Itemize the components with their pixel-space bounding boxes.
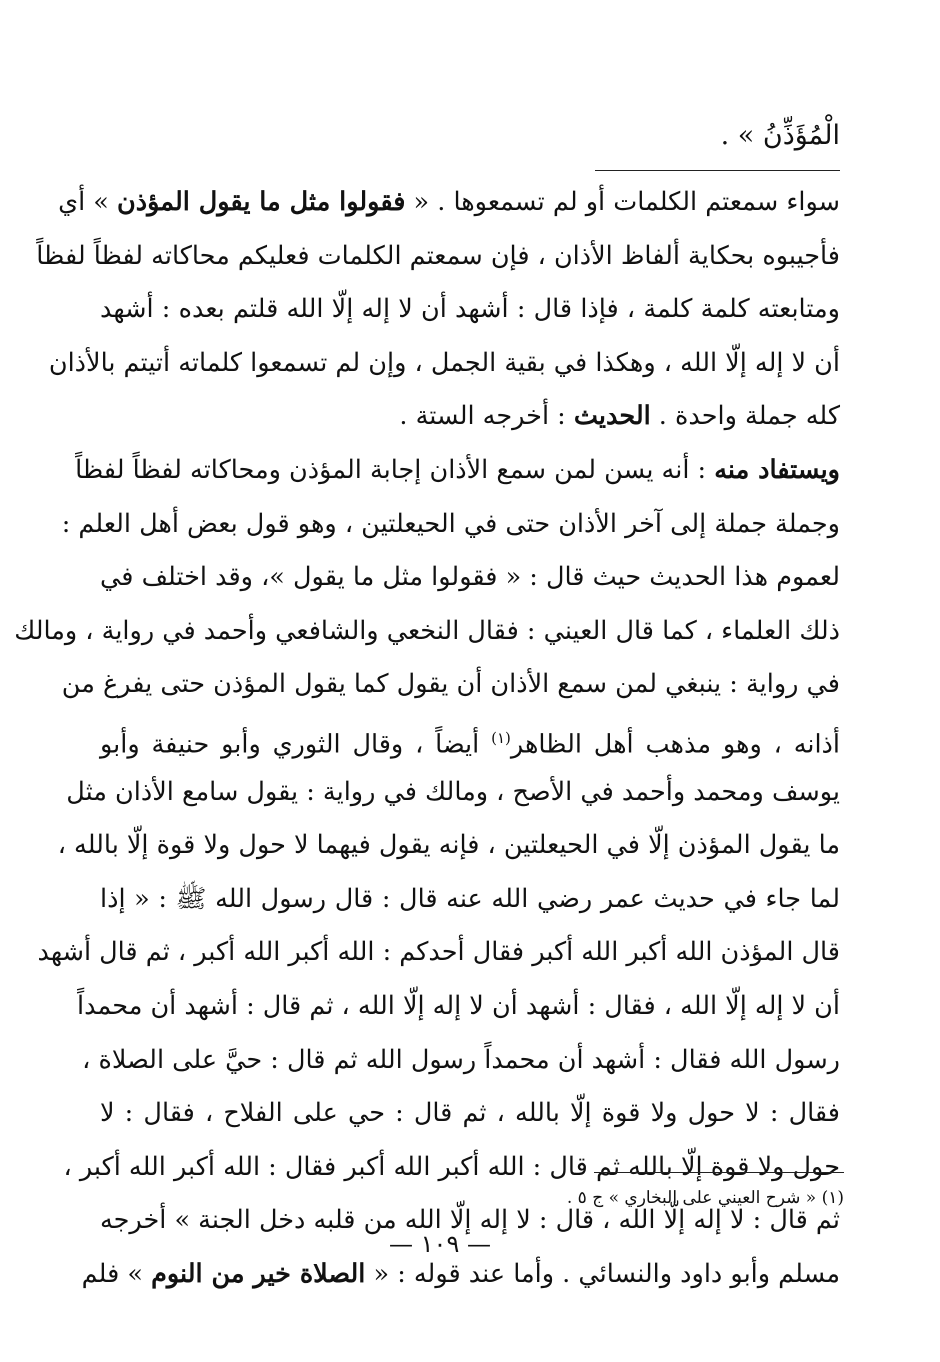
text-segment: لعموم هذا الحديث حيث قال : « فقولوا مثل ما يقول »، وقد اختلف في <box>100 562 840 593</box>
text-line <box>100 1087 840 1141</box>
text-line <box>58 176 840 230</box>
header-rule <box>595 170 840 171</box>
text-segment: حول ولا قوة إلّا بالله ثم قال : الله أكبر الله أكبر فقال : الله أكبر الله أكبر ، <box>63 1151 840 1182</box>
text-segment: رسول الله فقال : أشهد أن محمداً رسول الله ثم قال : حيَّ على الصلاة ، <box>82 1044 840 1075</box>
bold-phrase: ويستفاد منه <box>714 454 840 485</box>
main-text <box>14 176 840 1301</box>
text-line <box>48 337 840 391</box>
footnote-rule <box>594 1172 844 1173</box>
text-segment: : أخرجه الستة . <box>399 401 574 432</box>
text-segment: مسلم وأبو داود والنسائي . وأما عند قوله : « <box>365 1258 840 1289</box>
bold-phrase: الصلاة خير من النوم <box>151 1258 366 1289</box>
footnote: (١) « شرح العيني على البخاري » ج ٥ . <box>566 1188 844 1208</box>
text-line <box>14 605 840 659</box>
text-line <box>61 658 840 712</box>
text-segment: أذانه ، وهو مذهب أهل الظاهر <box>510 729 840 760</box>
text-line <box>100 390 840 444</box>
text-line <box>61 498 840 552</box>
page-number: — ١٠٩ — <box>389 1230 491 1258</box>
text-segment: في رواية : ينبغي لمن سمع الأذان أن يقول كما يقول المؤذن حتى يفرغ من <box>61 669 840 700</box>
text-segment: : أنه يسن لمن سمع الأذان إجابة المؤذن ومحاكاته لفظاً لفظاً <box>75 454 715 485</box>
text-line <box>77 980 840 1034</box>
text-segment: أن لا إله إلّا الله ، فقال : أشهد أن لا إله إلّا الله ، ثم قال : أشهد أن محمداً <box>77 990 840 1021</box>
text-segment: أيضاً ، وقال الثوري وأبو حنيفة وأبو <box>100 729 492 760</box>
text-line <box>82 1034 840 1088</box>
text-segment: فأجيبوه بحكاية ألفاظ الأذان ، فإن سمعتم الكلمات فعليكم محاكاته لفظاً لفظاً <box>36 240 840 271</box>
text-segment: سواء سمعتم الكلمات أو لم تسمعوها . « <box>405 187 840 217</box>
footnote-marker: (١) <box>491 728 511 747</box>
text-line <box>57 819 840 873</box>
text-segment: » فلم <box>81 1258 152 1289</box>
text-segment: ما يقول المؤذن إلّا في الحيعلتين ، فإنه يقول فيهما لا حول ولا قوة إلّا بالله ، <box>57 830 840 861</box>
text-segment: ومتابعته كلمة كلمة ، فإذا قال : أشهد أن لا إله إلّا الله قلتم بعده : أشهد <box>100 294 840 325</box>
bold-phrase: الحديث <box>573 401 651 432</box>
text-segment: لما جاء في حديث عمر رضي الله عنه قال : قال رسول الله ﷺ : « إذا <box>100 883 840 914</box>
text-line <box>37 926 840 980</box>
text-line <box>100 283 840 337</box>
text-line <box>75 444 840 498</box>
text-line <box>66 766 840 820</box>
continuation-line: الْمُؤَذِّنُ » . <box>720 120 840 151</box>
text-line <box>100 551 840 605</box>
text-segment: أن لا إله إلّا الله ، وهكذا في بقية الجمل ، وإن لم تسمعوا كلماته أتيتم بالأذان <box>48 347 840 378</box>
text-segment: فقال : لا حول ولا قوة إلّا بالله ، ثم قال : حي على الفلاح ، فقال : لا <box>100 1098 840 1129</box>
text-segment: وجملة جملة إلى آخر الأذان حتى في الحيعلتين ، وهو قول بعض أهل العلم : <box>61 508 840 539</box>
text-segment: يوسف ومحمد وأحمد في الأصح ، ومالك في رواية : يقول سامع الأذان مثل <box>66 776 840 807</box>
text-line <box>36 230 840 284</box>
text-segment: » أي <box>58 187 117 217</box>
text-segment: كله جملة واحدة . <box>650 401 840 432</box>
text-line <box>100 873 840 927</box>
bold-phrase: فقولوا مثل ما يقول المؤذن <box>116 187 406 217</box>
text-line <box>100 712 840 766</box>
text-segment: ثم قال : لا إله إلّا الله ، قال : لا إله إلّا الله من قلبه دخل الجنة » أخرجه <box>100 1205 840 1236</box>
text-segment: ذلك العلماء ، كما قال العيني : فقال النخعي والشافعي وأحمد في رواية ، ومالك <box>14 615 840 646</box>
text-segment: قال المؤذن الله أكبر الله أكبر فقال أحدكم : الله أكبر الله أكبر ، ثم قال أشهد <box>37 937 840 968</box>
